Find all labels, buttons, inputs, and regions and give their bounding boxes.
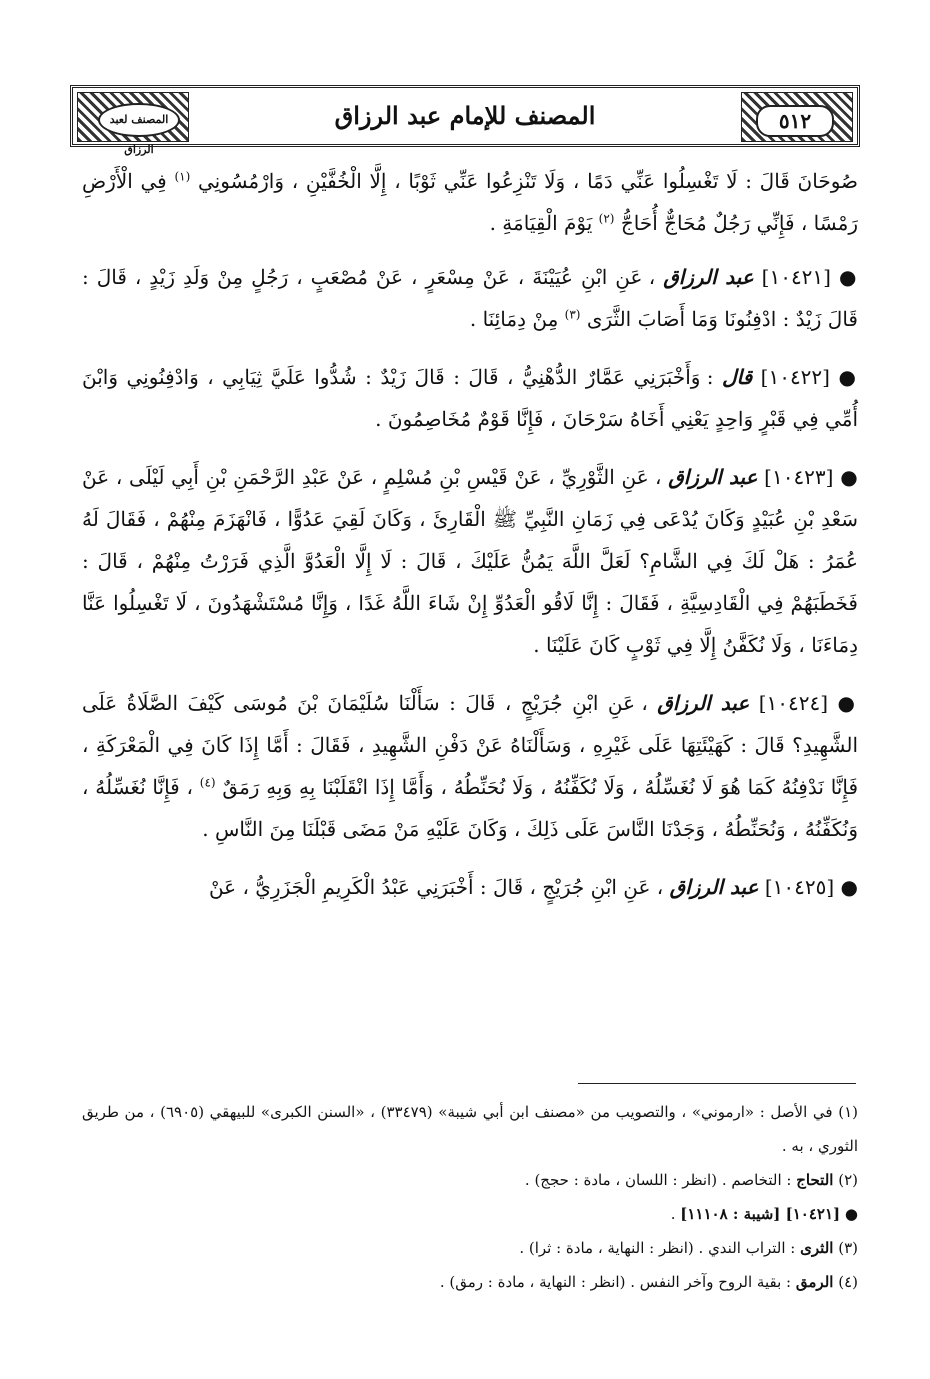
page-number: ٥١٢ [756,105,834,137]
narrator: عبد الرزاق [663,265,754,289]
footnote-divider [578,1083,856,1084]
main-text [82,160,858,924]
footnote [82,1163,858,1197]
footnote [82,1095,858,1163]
footnote [82,1197,858,1231]
hadith-entry [82,356,858,440]
hadith-entry [82,866,858,908]
paragraph-text: ، عَنِ الثَّوْرِيِّ ، عَنْ قَيْسِ بْنِ مُسْلِمٍ ، عَنْ عَبْدِ الرَّحْمَنِ بْنِ أَبِي لَيْلَى ، عَنْ سَعْدِ بْنِ عُبَيْدٍ وَكَانَ يُدْعَى فِي زَمَانِ النَّبِيِّ ﷺ الْقَارِئَ ، وَكَانَ لَقِيَ عَدُوًّا ، فَانْهَزَمَ مِنْهُمْ ، فَقَالَ لَهُ عُمَرُ : هَلْ لَكَ فِي الشَّامِ؟ لَعَلَّ اللَّهَ يَمُنُّ عَلَيْكَ ، قَالَ : لَا إِلَّا الْعَدُوَّ الَّذِي فَرَرْتُ مِنْهُمْ ، قَالَ : فَخَطَبَهُمْ فِي الْقَادِسِيَّةِ ، فَقَالَ : إِنَّا لَاقُو الْعَدُوِّ إِنْ شَاءَ اللَّهُ غَدًا ، وَإِنَّا مُسْتَشْهَدُونَ ، لَا تَغْسِلُوا عَنَّا دِمَاءَنَا ، وَلَا نُكَفَّنُ إِلَّا فِي ثَوْبٍ كَانَ عَلَيْنَا . [82,465,858,657]
book-emblem: المصنف لعبد الرزاق [98,103,180,137]
header-ornament-right [741,92,853,142]
paragraph-text: صُوحَانَ قَالَ : لَا تَغْسِلُوا عَنِّي دَمًا ، وَلَا تَنْزِعُوا عَنِّي ثَوْبًا ، إِلَّا الْخُفَّيْنِ ، وَارْمُسُونِي [198,169,859,193]
footnote-ref[interactable]: (٢) [598,211,615,226]
bullet-icon: ● [838,365,859,389]
hadith-number: [١٠٤٢١] [761,265,831,289]
paragraph-text: ، عَنِ ابْنِ جُرَيْجٍ ، قَالَ : سَأَلْنَا سُلَيْمَانَ بْنَ مُوسَى كَيْفَ الصَّلَاةُ عَلَى الشَّهِيدِ؟ قَالَ : كَهَيْئَتِهَا عَلَى غَيْرِهِ ، وَسَأَلْنَاهُ عَنْ دَفْنِ الشَّهِيدِ ، فَقَالَ : أَمَّا إِذَا كَانَ فِي الْمَعْرَكَةِ ، فَإِنَّا نَدْفِنُهُ كَمَا هُوَ لَا نُغَسِّلُهُ ، وَلَا نُكَفِّنُهُ ، وَلَا نُحَنِّطُهُ ، وَأَمَّا إِذَا انْقَلَبْنَا بِهِ وَبِهِ رَمَقٌ [82,691,859,799]
footnote-ref[interactable]: (٤) [199,775,216,790]
narrator: قال [721,365,753,389]
footnote-text: : التخاصم . (انظر : اللسان ، مادة : حجج) . [524,1171,792,1189]
narrator: عبد الرزاق [668,465,758,489]
footnote-ref[interactable]: (٣) [564,307,581,322]
paragraph-text: ، عَنِ ابْنِ جُرَيْجٍ ، قَالَ : أَخْبَرَنِي عَبْدُ الْكَرِيمِ الْجَزَرِيُّ ، عَنْ [208,875,664,899]
paragraph-text: : وَأَخْبَرَنِي عَمَّارٌ الدُّهْنِيُّ ، قَالَ : قَالَ زَيْدٌ : شُدُّوا عَلَيَّ ثِيَابِي ، وَادْفِنُونِي وَابْنَ أُمِّي فِي قَبْرٍ وَاحِدٍ يَعْنِي أَخَاهُ سَرْحَانَ ، فَإِنَّا قَوْمٌ مُخَاصِمُونَ . [82,365,858,431]
footnote-label: (١) [838,1103,858,1121]
bullet-icon: ● [840,875,858,899]
paragraph-text: ، فَإِنَّا نُغَسِّلُهُ ، وَنُكَفِّنُهُ ، وَنُحَنِّطُهُ ، وَجَدْنَا النَّاسَ عَلَى ذَلِكَ ، وَكَانَ عَلَيْهِ مَنْ مَضَى قَبْلَنَا مِنَ النَّاسِ . [82,775,858,841]
paragraph-text: ، عَنِ ابْنِ عُيَيْنَةَ ، عَنْ مِسْعَرٍ ، عَنْ مُصْعَبٍ ، رَجُلٍ مِنْ وَلَدِ زَيْدٍ ، قَالَ : قَالَ زَيْدٌ : ادْفِنُونَا وَمَا أَصَابَ الثَّرَى [82,265,858,331]
footnote-term: الرمق [795,1273,834,1291]
footnote-text: : بقية الروح وآخر النفس . (انظر : النهاية ، مادة : رمق) . [439,1273,792,1291]
hadith-number: [١٠٤٢٤] [758,691,829,715]
footnote-label: (٤) [838,1273,858,1291]
footnote-label: ● [844,1205,858,1223]
hadith-entry [82,682,858,850]
hadith-number: [١٠٤٢٢] [760,365,830,389]
footnotes [82,1095,858,1299]
paragraph-text: مِنْ دِمَائِنَا . [469,307,559,331]
hadith-entry [82,256,858,340]
header-ornament-left [77,92,189,156]
page-header [70,85,860,156]
footnote [82,1231,858,1265]
page-title: المصنف للإمام عبد الرزاق [334,101,596,130]
paragraph-text: فِي الْأَرْضِ رَمْسًا ، فَإِنِّي رَجُلٌ مُحَاجٌّ أُحَاجُّ [82,169,858,235]
bullet-icon: ● [837,691,859,715]
footnote [82,1265,858,1299]
narrator: عبد الرزاق [669,875,759,899]
footnote-text: في الأصل : «ارموني» ، والتصويب من «مصنف ابن أبي شيبة» (٣٣٤٧٩) ، «السنن الكبرى» للبيهقي (٦٩٠٥) ، من طريق الثوري ، به . [82,1103,858,1155]
bullet-icon: ● [840,465,859,489]
hadith-number: [١٠٤٢٥] [764,875,835,899]
footnote-label: (٢) [838,1171,858,1189]
footnote-text: : التراب الندي . (انظر : النهاية ، مادة : ثرا) . [519,1239,796,1257]
narrator: عبد الرزاق [657,691,750,715]
footnote-label: (٣) [838,1239,858,1257]
footnote-term: الثرى [800,1239,834,1257]
paragraph-text: يَوْمَ الْقِيَامَةِ . [489,211,593,235]
bullet-icon: ● [838,265,859,289]
footnote-term: [١٠٤٢١] [شيبة : ١١١٠٨] [680,1205,841,1223]
paragraph [82,160,858,244]
footnote-ref[interactable]: (١) [174,169,191,184]
footnote-text: . [670,1205,676,1223]
hadith-number: [١٠٤٢٣] [764,465,834,489]
hadith-entry [82,456,858,666]
footnote-term: التحاج [796,1171,834,1189]
